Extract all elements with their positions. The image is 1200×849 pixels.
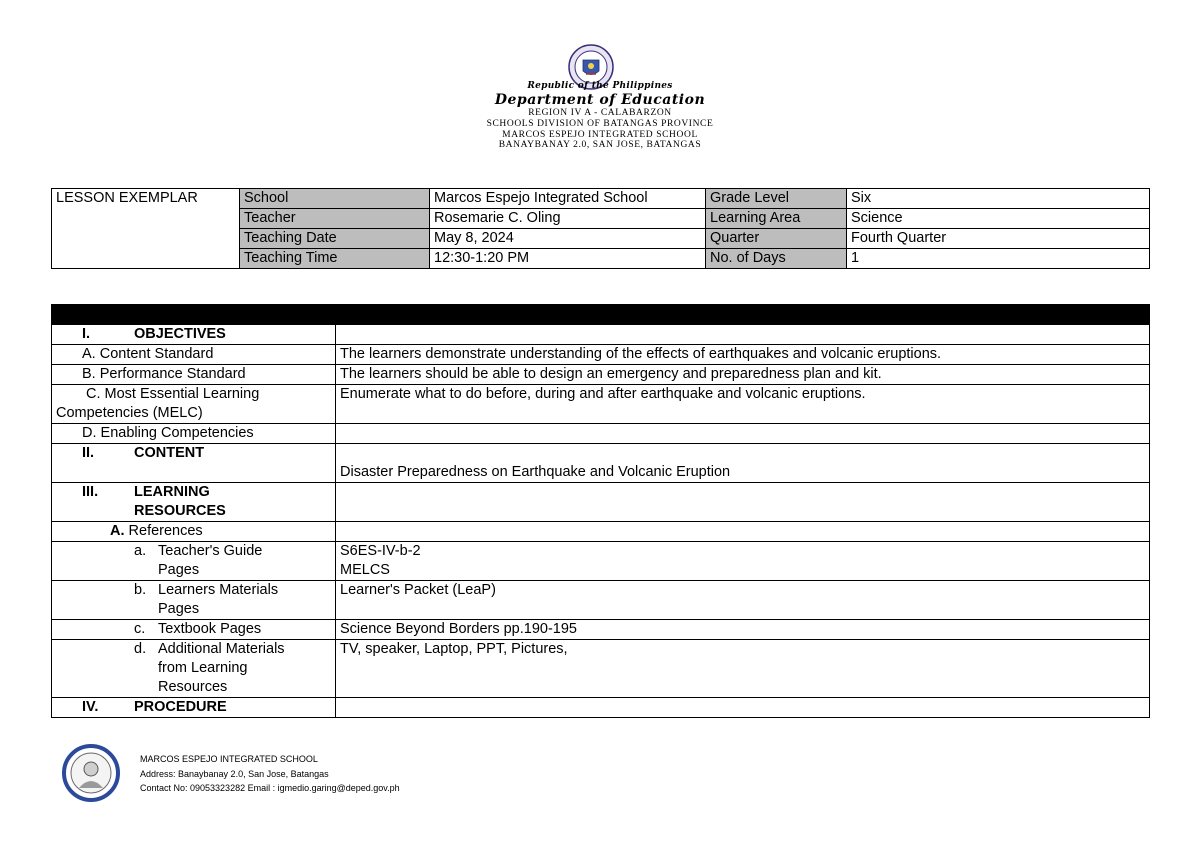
address-heading: BANAYBANAY 2.0, SAN JOSE, BATANGAS (498, 140, 702, 150)
row-melc (52, 385, 1150, 424)
row-label: A. Content Standard (52, 345, 336, 365)
row-textbook (52, 620, 1150, 640)
row-label: D. Enabling Competencies (52, 424, 336, 444)
lesson-exemplar-title: LESSON EXEMPLAR (52, 189, 240, 269)
row-value: MELCS (340, 562, 390, 578)
table-header-bar (52, 305, 1150, 325)
division-heading: SCHOOLS DIVISION OF BATANGAS PROVINCE (486, 119, 714, 129)
row-label: Competencies (MELC) (56, 405, 203, 421)
row-value: Science Beyond Borders pp.190-195 (336, 620, 1150, 640)
info-label: No. of Days (706, 249, 847, 269)
school-logo-icon (62, 744, 120, 802)
info-value: Rosemarie C. Oling (430, 209, 706, 229)
row-objectives (52, 325, 1150, 345)
row-additional-materials (52, 640, 1150, 698)
lesson-plan-table (51, 304, 1150, 718)
row-content-standard (52, 345, 1150, 365)
row-letter: b. (134, 582, 147, 598)
row-label: Textbook Pages (158, 621, 262, 637)
republic-heading: Republic of the Philippines (527, 81, 673, 91)
section-number: II. (82, 445, 95, 461)
row-letter: a. (134, 543, 147, 559)
row-label: Pages (158, 601, 200, 617)
row-learning-resources (52, 483, 1150, 522)
row-label: Resources (158, 679, 228, 695)
info-value: 12:30-1:20 PM (430, 249, 706, 269)
region-heading: REGION IV A - CALABARZON (528, 108, 672, 118)
row-value: Disaster Preparedness on Earthquake and Volcanic Eruption (336, 444, 1150, 483)
lesson-info-table (51, 188, 1150, 269)
info-row-school (52, 189, 1150, 209)
footer-contact: Contact No: 09053323282 Email : igmedio.garing@deped.gov.ph (140, 783, 400, 793)
department-heading: Department of Education (494, 92, 706, 108)
row-value: TV, speaker, Laptop, PPT, Pictures, (336, 640, 1150, 698)
info-value: Six (847, 189, 1150, 209)
row-letter: d. (134, 641, 147, 657)
info-value: May 8, 2024 (430, 229, 706, 249)
section-title: LEARNING (134, 484, 210, 500)
row-label: Pages (158, 562, 200, 578)
info-value: Fourth Quarter (847, 229, 1150, 249)
row-references (52, 522, 1150, 542)
row-label: from Learning (158, 660, 248, 676)
row-value (336, 424, 1150, 444)
section-number: III. (82, 484, 99, 500)
row-label: Teacher's Guide (158, 543, 263, 559)
row-label: Additional Materials (158, 641, 285, 657)
info-label: Quarter (706, 229, 847, 249)
row-label: References (128, 523, 203, 539)
section-title: CONTENT (134, 445, 205, 461)
row-value: Enumerate what to do before, during and after earthquake and volcanic eruptions. (336, 385, 1150, 424)
section-title: PROCEDURE (134, 699, 227, 715)
footer-school-name: MARCOS ESPEJO INTEGRATED SCHOOL (140, 754, 318, 764)
row-label: C. Most Essential Learning (86, 386, 260, 402)
info-value: 1 (847, 249, 1150, 269)
section-title: OBJECTIVES (134, 326, 226, 342)
row-label: Learners Materials (158, 582, 279, 598)
school-heading: MARCOS ESPEJO INTEGRATED SCHOOL (502, 130, 698, 140)
info-label: School (240, 189, 430, 209)
row-label: B. Performance Standard (52, 365, 336, 385)
section-title: RESOURCES (134, 503, 226, 519)
row-value: The learners should be able to design an emergency and preparedness plan and kit. (336, 365, 1150, 385)
info-label: Teacher (240, 209, 430, 229)
row-procedure (52, 698, 1150, 718)
info-label: Teaching Date (240, 229, 430, 249)
section-number: IV. (82, 699, 99, 715)
row-value: Learner's Packet (LeaP) (336, 581, 1150, 620)
section-number: I. (82, 326, 91, 342)
info-value: Science (847, 209, 1150, 229)
row-letter: A. (110, 523, 125, 539)
row-performance-standard (52, 365, 1150, 385)
footer-address: Address: Banaybanay 2.0, San Jose, Batangas (140, 769, 329, 779)
row-letter: c. (134, 621, 146, 637)
info-label: Learning Area (706, 209, 847, 229)
info-value: Marcos Espejo Integrated School (430, 189, 706, 209)
info-label: Teaching Time (240, 249, 430, 269)
row-teachers-guide (52, 542, 1150, 581)
row-value: S6ES-IV-b-2 (340, 543, 421, 559)
info-label: Grade Level (706, 189, 847, 209)
row-learners-materials (52, 581, 1150, 620)
row-enabling (52, 424, 1150, 444)
row-content (52, 444, 1150, 483)
row-value: The learners demonstrate understanding of the effects of earthquakes and volcanic eruptions. (336, 345, 1150, 365)
